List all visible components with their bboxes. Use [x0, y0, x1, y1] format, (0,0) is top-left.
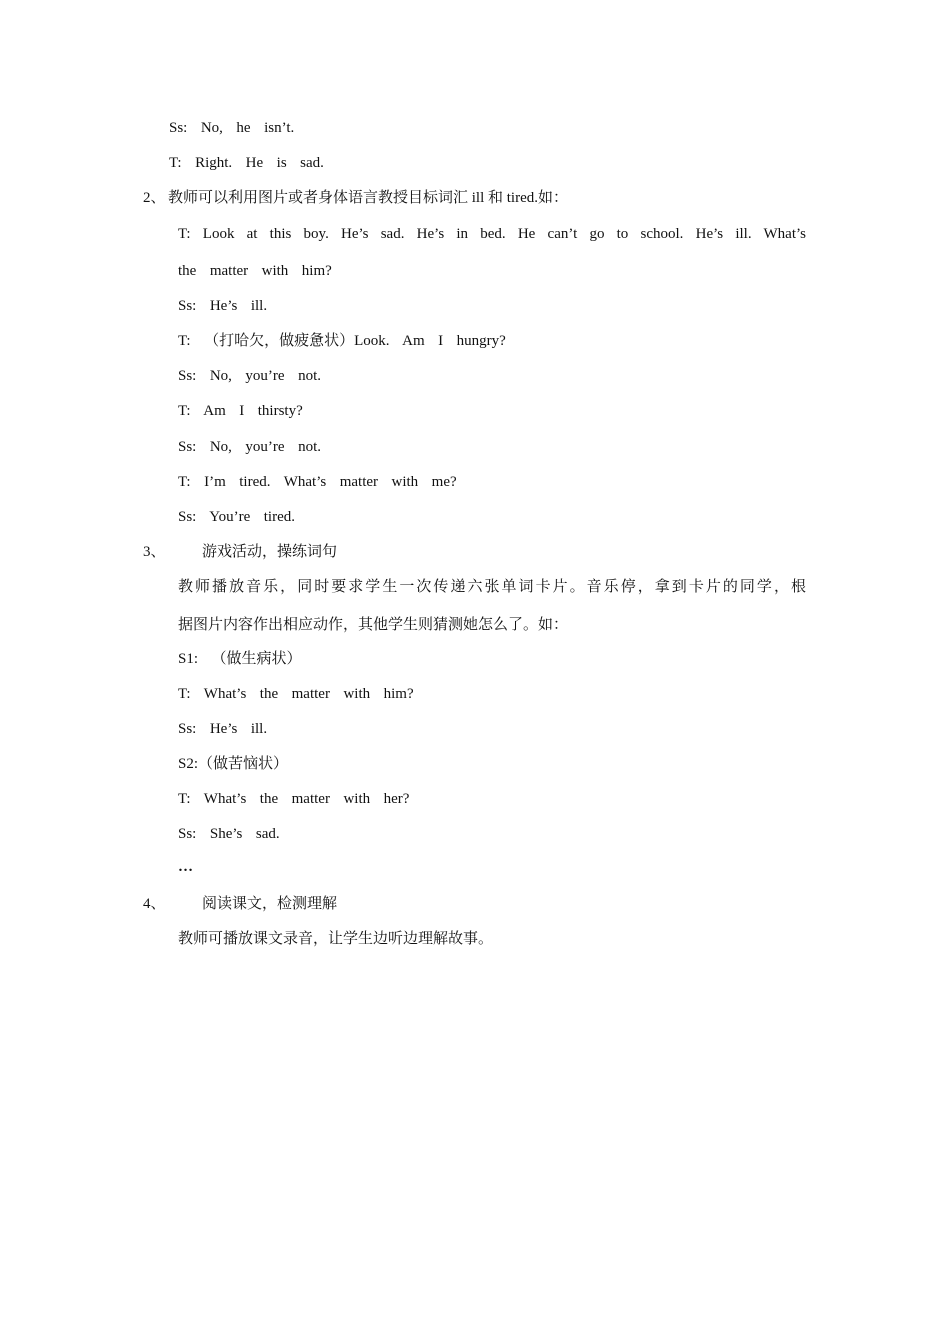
dialogue-line: S1: （做生病状） — [178, 651, 302, 667]
dialogue-line: T: （打哈欠，做疲惫状）Look. Am I hungry? — [178, 333, 506, 349]
dialogue-line: Ss: No, you’re not. — [178, 368, 321, 384]
dialogue-line: Ss: He’s ill. — [178, 721, 268, 737]
step-number: 4、 — [143, 896, 166, 912]
dialogue-line: S2:（做苦恼状） — [178, 756, 289, 772]
dialogue-line: Ss: She’s sad. — [178, 826, 280, 842]
dialogue-line: T: What’s the matter with her? — [178, 791, 410, 807]
step-number: 3、 — [143, 544, 166, 560]
dialogue-line: Ss: No, you’re not. — [178, 439, 321, 455]
dialogue-line: T: Am I thirsty? — [178, 403, 303, 419]
step-number: 2、 — [143, 190, 166, 206]
dialogue-line: T: Right. He is sad. — [169, 155, 324, 171]
dialogue-line: T: I’m tired. What’s matter with me? — [178, 474, 457, 490]
step-title: 游戏活动，操练词句 — [202, 544, 338, 560]
dialogue-line: T: What’s the matter with him? — [178, 686, 414, 702]
step-text: 教师可以利用图片或者身体语言教授目标词汇 ill 和 tired.如： — [168, 190, 568, 206]
dialogue-line: Ss: You’re tired. — [178, 509, 296, 525]
dialogue-line: T: Look at this boy. He’s sad. He’s in bed. He can’t go to school. He’s ill. What’s — [178, 226, 806, 242]
step-title: 阅读课文，检测理解 — [202, 896, 338, 912]
paragraph-line: 教师可播放课文录音，让学生边听边理解故事。 — [178, 931, 494, 947]
dialogue-line: Ss: No, he isn’t. — [169, 120, 295, 136]
dialogue-line: Ss: He’s ill. — [178, 298, 268, 314]
paragraph-line: 据图片内容作出相应动作，其他学生则猜测她怎么了。如： — [178, 617, 569, 633]
paragraph-line: 教师播放音乐，同时要求学生一次传递六张单词卡片。音乐停，拿到卡片的同学，根 — [178, 579, 806, 595]
ellipsis: … — [178, 859, 193, 875]
dialogue-line: the matter with him? — [178, 263, 332, 279]
